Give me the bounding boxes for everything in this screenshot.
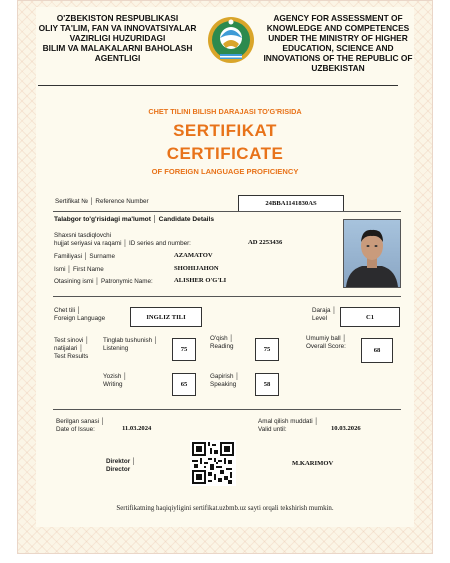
header-left-line: VAZIRLIGI HUZURIDAGI [69, 33, 166, 43]
section-divider [53, 409, 401, 410]
header-divider [38, 85, 398, 86]
section-divider [53, 296, 401, 297]
id-label: hujjat seriyasi va raqami │ ID series and number: [54, 240, 191, 247]
issue-date-value: 11.03.2024 [122, 425, 152, 432]
qr-code [190, 440, 236, 486]
header-right-line: EDUCATION, SCIENCE AND [282, 43, 394, 53]
valid-until-label: Amal qilish muddati │ [258, 418, 319, 425]
header-right [258, 13, 418, 73]
first-name-label: Ismi │ First Name [54, 266, 104, 273]
id-label: Shaxsni tasdiqlovchi [54, 232, 112, 239]
header-left-line: OLIY TA'LIM, FAN VA INNOVATSIYALAR [38, 23, 197, 33]
reference-label: Sertifikat № │ Reference Number [55, 198, 149, 205]
section-divider [53, 211, 401, 212]
valid-until-label: Valid until: [258, 426, 287, 433]
director-label: Direktor │ [106, 458, 136, 465]
id-value: AD 2253436 [248, 239, 283, 246]
issue-date-label: Berilgan sanasi │ [56, 418, 105, 425]
header-left-line: AGENTLIGI [94, 53, 141, 63]
level-value: C1 [340, 307, 400, 327]
candidate-heading: Talabgor to'g'risidagi ma'lumot │ Candidate Details [54, 216, 215, 223]
reading-label: O'qish │ [210, 335, 234, 342]
results-label: Test sinovi │ [54, 337, 90, 344]
title-sertifikat: SERTIFIKAT [173, 121, 277, 140]
title-sub: OF FOREIGN LANGUAGE PROFICIENCY [151, 167, 299, 176]
header-right-line: UNDER THE MINISTRY OF HIGHER [268, 33, 408, 43]
listening-label: Listening [103, 345, 129, 352]
overall-score: 68 [361, 338, 393, 363]
director-name: M.KARIMOV [292, 460, 334, 467]
state-emblem-icon [206, 14, 256, 66]
results-label: natijalari │ [54, 345, 84, 352]
reading-score: 75 [255, 338, 279, 361]
listening-score: 75 [172, 338, 196, 361]
overall-label: Umumiy ball │ [306, 335, 347, 342]
patronymic-label: Otasining ismi │ Patronymic Name: [54, 278, 153, 285]
verification-note: Sertifikatning haqiqiyligini sertifikat.uzbmb.uz sayti orqali tekshirish mumkin. [116, 505, 334, 512]
speaking-label: Gapirish │ [210, 373, 240, 380]
listening-label: Tinglab tushunish │ [103, 337, 158, 344]
candidate-photo [343, 219, 401, 288]
level-label: Daraja │ [312, 307, 337, 314]
title-certificate: CERTIFICATE [166, 144, 284, 163]
header-right-line: INNOVATIONS OF THE REPUBLIC OF [263, 53, 413, 63]
issue-date-label: Date of Issue: [56, 426, 95, 433]
patronymic-value: ALISHER O'G'LI [174, 277, 227, 284]
title-top: CHET TILINI BILISH DARAJASI TO'G'RISIDA [148, 107, 302, 116]
valid-until-value: 10.03.2026 [331, 425, 361, 432]
language-label: Foreign Language [54, 315, 106, 322]
writing-label: Yozish │ [103, 373, 128, 380]
header-right-line: AGENCY FOR ASSESSMENT OF [273, 13, 403, 23]
header-right-line: UZBEKISTAN [311, 63, 365, 73]
surname-label: Familiyasi │ Surname [54, 253, 115, 260]
language-value: INGLIZ TILI [130, 307, 202, 327]
writing-score: 65 [172, 373, 196, 396]
header-right-line: KNOWLEDGE AND COMPETENCES [266, 23, 410, 33]
reference-number: 24BBA1141830AS [238, 195, 344, 212]
results-label: Test Results [54, 353, 89, 360]
surname-value: AZAMATOV [174, 252, 213, 259]
level-label: Level [312, 315, 328, 322]
header-left [30, 13, 205, 63]
overall-label: Overall Score: [306, 343, 346, 350]
header-left-line: O'ZBEKISTON RESPUBLIKASI [56, 13, 179, 23]
language-label: Chet tili │ [54, 307, 81, 314]
header-left-line: BILIM VA MALAKALARNI BAHOLASH [42, 43, 193, 53]
speaking-label: Speaking [210, 381, 237, 388]
reading-label: Reading [210, 343, 234, 350]
first-name-value: SHOHIJAHON [174, 265, 219, 272]
director-label: Director [106, 466, 131, 473]
speaking-score: 58 [255, 373, 279, 396]
writing-label: Writing [103, 381, 123, 388]
